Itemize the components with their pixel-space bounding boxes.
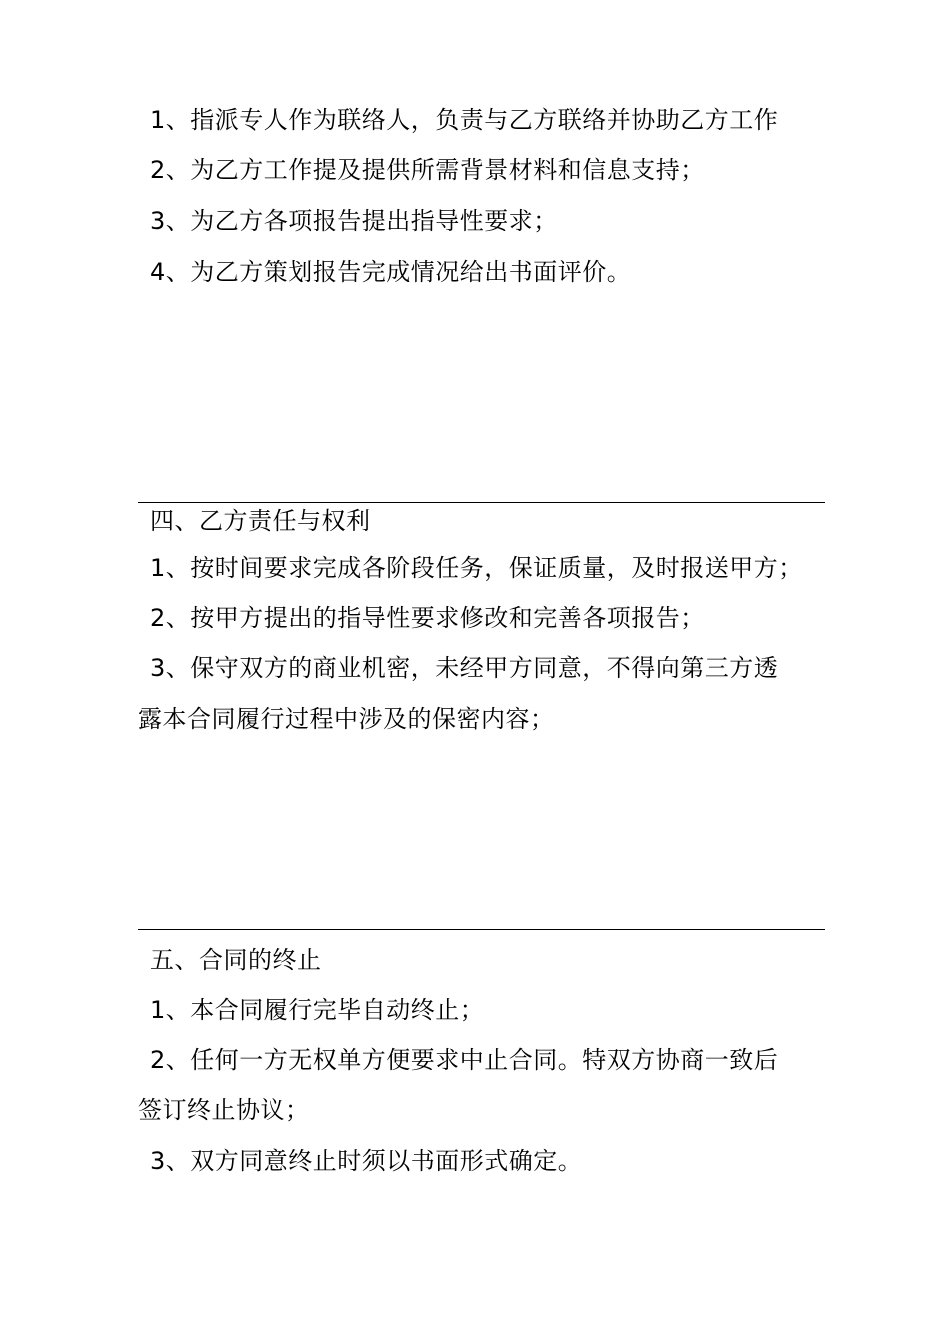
list-item-s4-1: 1、按时间要求完成各阶段任务，保证质量，及时报送甲方； <box>150 554 803 582</box>
section5-heading: 五、合同的终止 <box>150 946 322 974</box>
list-item-s4-3-continued: 露本合同履行过程中涉及的保密内容； <box>138 705 555 733</box>
section4-heading: 四、乙方责任与权利 <box>150 507 371 535</box>
list-item-s3-2: 2、为乙方工作提及提供所需背景材料和信息支持； <box>150 156 705 184</box>
list-item-s5-3: 3、双方同意终止时须以书面形式确定。 <box>150 1147 583 1175</box>
list-item-s3-4: 4、为乙方策划报告完成情况给出书面评价。 <box>150 258 632 286</box>
list-item-s4-3: 3、保守双方的商业机密，未经甲方同意，不得向第三方透 <box>150 654 779 682</box>
section-divider-2 <box>138 929 825 930</box>
list-item-s4-2: 2、按甲方提出的指导性要求修改和完善各项报告； <box>150 604 705 632</box>
list-item-s5-2: 2、任何一方无权单方便要求中止合同。特双方协商一致后 <box>150 1046 779 1074</box>
list-item-s5-1: 1、本合同履行完毕自动终止； <box>150 996 485 1024</box>
section-divider-1 <box>138 502 825 503</box>
list-item-s3-3: 3、为乙方各项报告提出指导性要求； <box>150 207 558 235</box>
list-item-s5-2-continued: 签订终止协议； <box>138 1096 310 1124</box>
list-item-s3-1: 1、指派专人作为联络人，负责与乙方联络并协助乙方工作 <box>150 106 779 134</box>
